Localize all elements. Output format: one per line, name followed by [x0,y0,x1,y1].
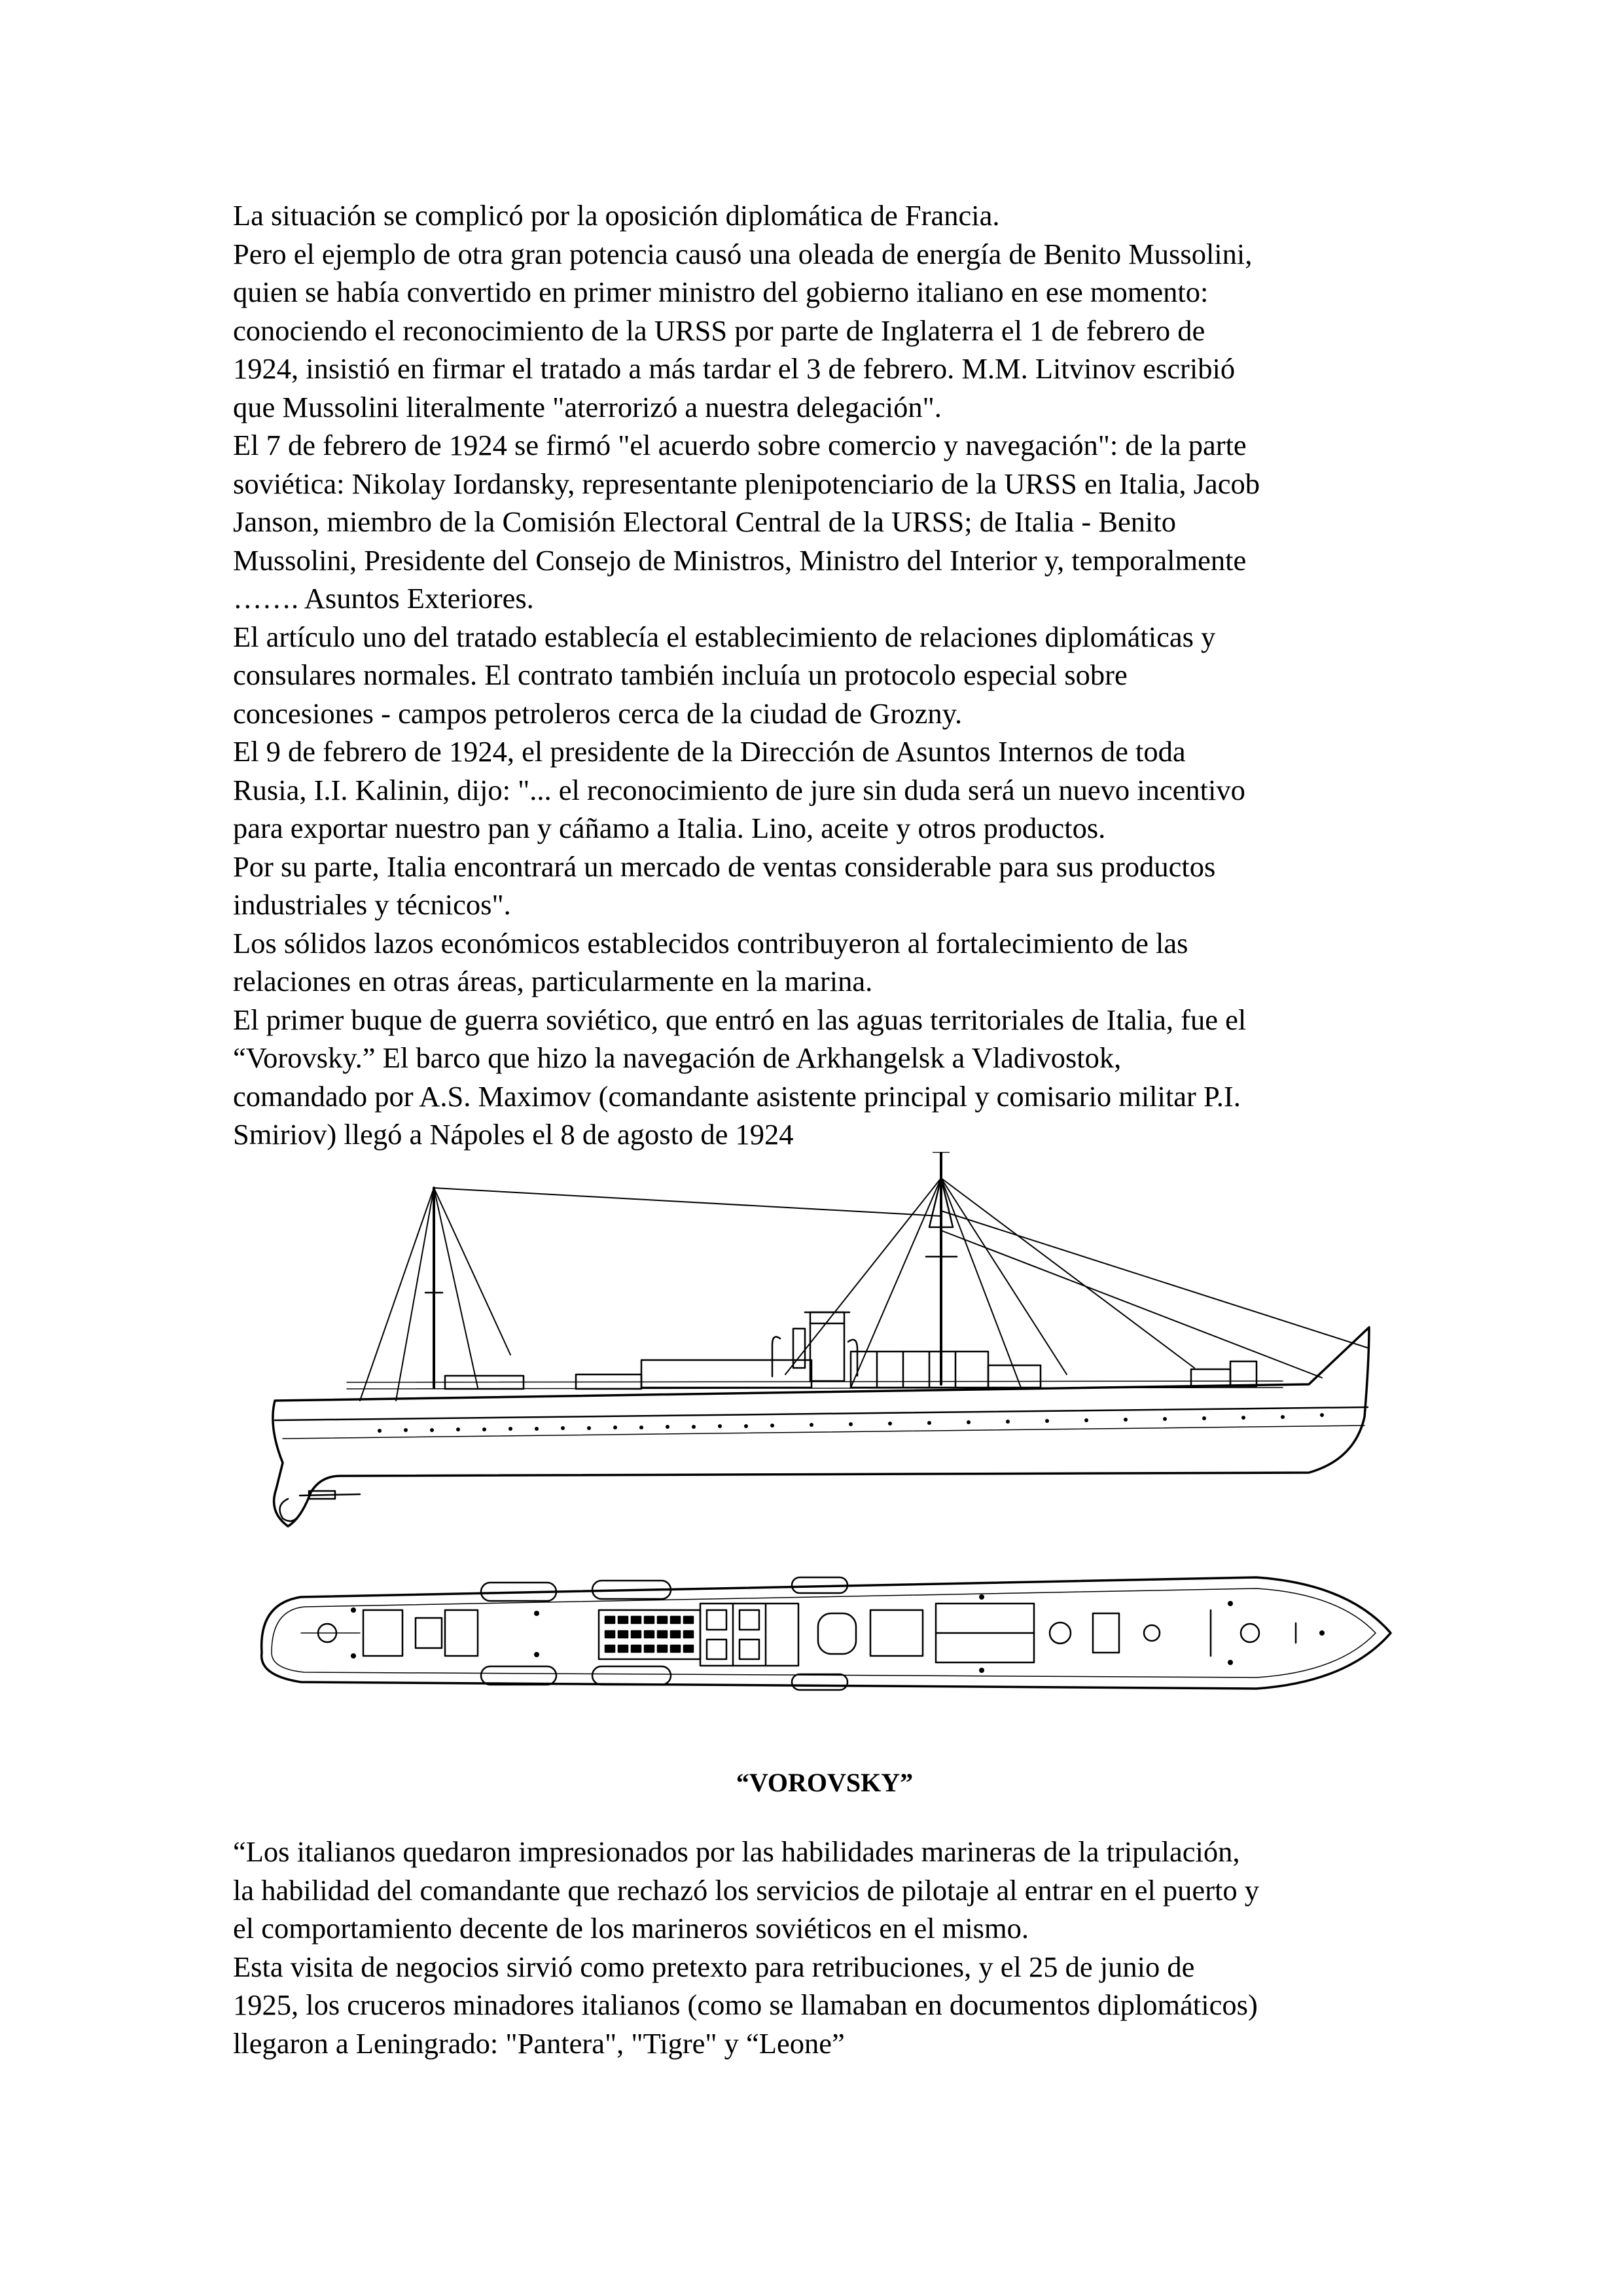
text-line: Pero el ejemplo de otra gran potencia causó una oleada de energía de Benito Mussolini, [233,237,1253,270]
text-line: 1924, insistió en firmar el tratado a más tardar el 3 de febrero. M.M. Litvinov escribió [233,352,1236,385]
text-line: que Mussolini literalmente "aterrorizó a nuestra delegación". [233,390,942,423]
body-text-bottom [233,1833,1424,2062]
text-line: Mussolini, Presidente del Consejo de Ministros, Ministro del Interior y, temporalmente [233,543,1247,577]
text-line: la habilidad del comandante que rechazó los servicios de pilotaje al entrar en el puerto y [233,1873,1259,1907]
deck-fittings [351,1594,1325,1673]
text-line: soviética: Nikolay Iordansky, representante plenipotenciario de la URSS en Italia, Jacob [233,467,1260,500]
text-line: El artículo uno del tratado establecía el establecimiento de relaciones diplomáticas y [233,620,1216,653]
deck-plan-outline [262,1577,1391,1689]
text-line: industriales y técnicos". [233,888,511,921]
aft-structures [301,1610,478,1656]
text-line: Rusia, I.I. Kalinin, dijo: "... el reconocimiento de jure sin duda será un nuevo incentivo [233,773,1245,806]
text-line: El 7 de febrero de 1924 se firmó "el acuerdo sobre comercio y navegación": de la parte [233,429,1247,461]
figure-caption: “VOROVSKY” [736,1768,914,1797]
plan-view [262,1577,1391,1690]
superstructure [445,1352,1257,1389]
side-elevation-view [273,1152,1369,1526]
text-line: Los sólidos lazos económicos establecidos contribuyeron al fortalecimiento de las [233,926,1188,960]
text-line: concesiones - campos petroleros cerca de la ciudad de Grozny. [233,696,963,730]
text-line: 1925, los cruceros minadores italianos (como se llamaban en documentos diplomáticos) [233,1988,1258,2021]
text-line: el comportamiento decente de los marineros soviéticos en el mismo. [233,1912,1029,1945]
text-line: El primer buque de guerra soviético, que entró en las aguas territoriales de Italia, fue el [233,1003,1247,1036]
text-line: conociendo el reconocimiento de la URSS por parte de Inglaterra el 1 de febrero de [233,314,1205,347]
hull-outline [273,1327,1369,1526]
text-line: “Los italianos quedaron impresionados por las habilidades marineras de la tripulación, [233,1835,1240,1868]
text-line: Janson, miembro de la Comisión Electoral Central de la URSS; de Italia - Benito [233,505,1177,538]
text-line: La situación se complicó por la oposición diplomática de Francia. [233,199,1000,232]
funnel-plan [818,1613,856,1654]
text-line: “Vorovsky.” El barco que hizo la navegación de Arkhangelsk a Vladivostok, [233,1041,1122,1074]
text-line: relaciones en otras áreas, particularmente en la marina. [233,965,873,997]
forward-structures [870,1604,1296,1662]
text-line: para exportar nuestro pan y cáñamo a Italia. Lino, aceite y otros productos. [233,812,1106,844]
portholes [378,1413,1324,1433]
funnel [772,1312,857,1381]
text-line: consulares normales. El contrato también incluía un protocolo especial sobre [233,658,1128,691]
text-line: ……. Asuntos Exteriores. [233,582,534,615]
text-line: Esta visita de negocios sirvió como pretexto para retribuciones, y el 25 de junio de [233,1950,1195,1983]
rudder-propeller [280,1491,361,1521]
text-line: Por su parte, Italia encontrará un mercado de ventas considerable para sus productos [233,850,1216,883]
text-line: quien se había convertido en primer ministro del gobierno italiano en ese momento: [233,276,1209,308]
rigging-lines [360,1178,1369,1401]
engine-room-hatches [599,1604,798,1666]
text-line: Smiriov) llegó a Nápoles el 8 de agosto de 1924 [233,1118,794,1151]
ship-drawing-vorovsky [249,1152,1400,1761]
text-line: comandado por A.S. Maximov (comandante asistente principal y comisario militar P.I. [233,1079,1241,1113]
text-line: El 9 de febrero de 1924, el presidente de la Dirección de Asuntos Internos de toda [233,735,1186,768]
body-text-top [233,196,1424,1154]
text-line: llegaron a Leningrado: "Pantera", "Tigre" y “Leone” [233,2026,845,2060]
